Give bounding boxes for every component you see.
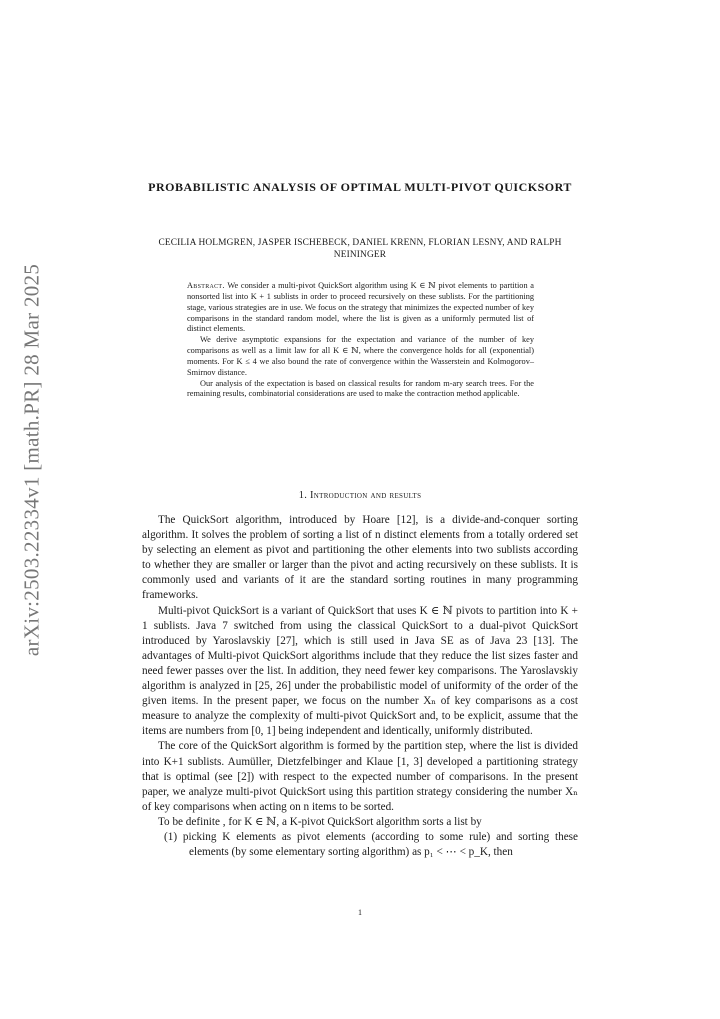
body-paragraph-2: Multi-pivot QuickSort is a variant of QuickSort that uses K ∈ ℕ pivots to partition into K + 1 sublists. Java 7 switched from using the classical QuickSort to a dual-pivot QuickSort introduced by Yaroslavskiy [27], which is still used in Java SE as of Java 23 [13]. The advantages of Multi-pivot QuickSort algorithms include that they reduce the list sizes faster and need fewer passes over the list. In addition, they need fewer key comparisons. The Yaroslavskiy algorithm is analyzed in [25, 26] under the probabilistic model of uniformity of the order of the given items. In the present paper, we focus on the number Xₙ of key comparisons as a cost measure to analyze the complexity of multi-pivot QuickSort and, to be explicit, assume that the items are numbers from [0, 1] being independent and identically, uniformly distributed. <box>142 604 578 738</box>
abstract-paragraph-1 <box>187 281 534 335</box>
section-heading: 1. Introduction and results <box>298 490 422 501</box>
list-item: (1) picking K elements as pivot elements (according to some rule) and sorting these elements (by some elementary sorting algorithm) as p₁ < ⋯ < p_K, then <box>164 830 578 859</box>
arxiv-identifier-text: arXiv:2503.22334v1 [math.PR] 28 Mar 2025 <box>19 263 44 657</box>
abstract-paragraph-2: We derive asymptotic expansions for the expectation and variance of the number of key comparisons as well as a limit law for all K ∈ ℕ, where the convergence holds for all (exponential) moments. For K ≤ 4 we also bound the rate of convergence within the Wasserstein and Kolmogorov–Smirnov distance. <box>187 335 534 377</box>
paper-authors: CECILIA HOLMGREN, JASPER ISCHEBECK, DANIEL KRENN, FLORIAN LESNY, AND RALPH NEININGER <box>158 238 562 260</box>
body-paragraph-3: The core of the QuickSort algorithm is formed by the partition step, where the list is divided into K+1 sublists. Aumüller, Dietzfelbinger and Klaue [1, 3] developed a partitioning strategy that is optimal (see [2]) with respect to the expected number of comparisons. In the present paper, we analyze multi-pivot QuickSort using this partition strategy considering the number Xₙ of key comparisons when acting on n items to be sorted. <box>142 740 578 813</box>
arxiv-identifier <box>12 263 52 657</box>
body-paragraph-4: To be definite , for K ∈ ℕ, a K-pivot QuickSort algorithm sorts a list by <box>158 815 482 828</box>
page-number: 1 <box>358 908 362 917</box>
body-text <box>142 513 578 860</box>
abstract-paragraph-3: Our analysis of the expectation is based on classical results for random m-ary search trees. For the remaining results, combinatorial considerations are used to make the contraction method applicable. <box>187 378 534 399</box>
paper-title: PROBABILISTIC ANALYSIS OF OPTIMAL MULTI-PIVOT QUICKSORT <box>148 180 572 194</box>
abstract-text-1: We consider a multi-pivot QuickSort algorithm using K ∈ ℕ pivot elements to partition a nonsorted list into K + 1 sublists in order to proceed recursively on these sublists. For the partitioning stage, various strategies are in use. We focus on the strategy that minimizes the expected number of key comparisons in the standard random model, where the list is given as a uniformly permuted list of distinct elements. <box>187 281 534 334</box>
abstract <box>187 281 534 400</box>
abstract-label: Abstract. <box>187 281 225 290</box>
body-paragraph-1: The QuickSort algorithm, introduced by Hoare [12], is a divide-and-conquer sorting algorithm. It solves the problem of sorting a list of n distinct elements from a totally ordered set by selecting an element as pivot and partitioning the other elements into two sublists according to whether they are smaller or larger than the pivot and acting recursively on these sublists. It is commonly used and variants of it are the standard sorting routines in many programming frameworks. <box>142 514 578 602</box>
